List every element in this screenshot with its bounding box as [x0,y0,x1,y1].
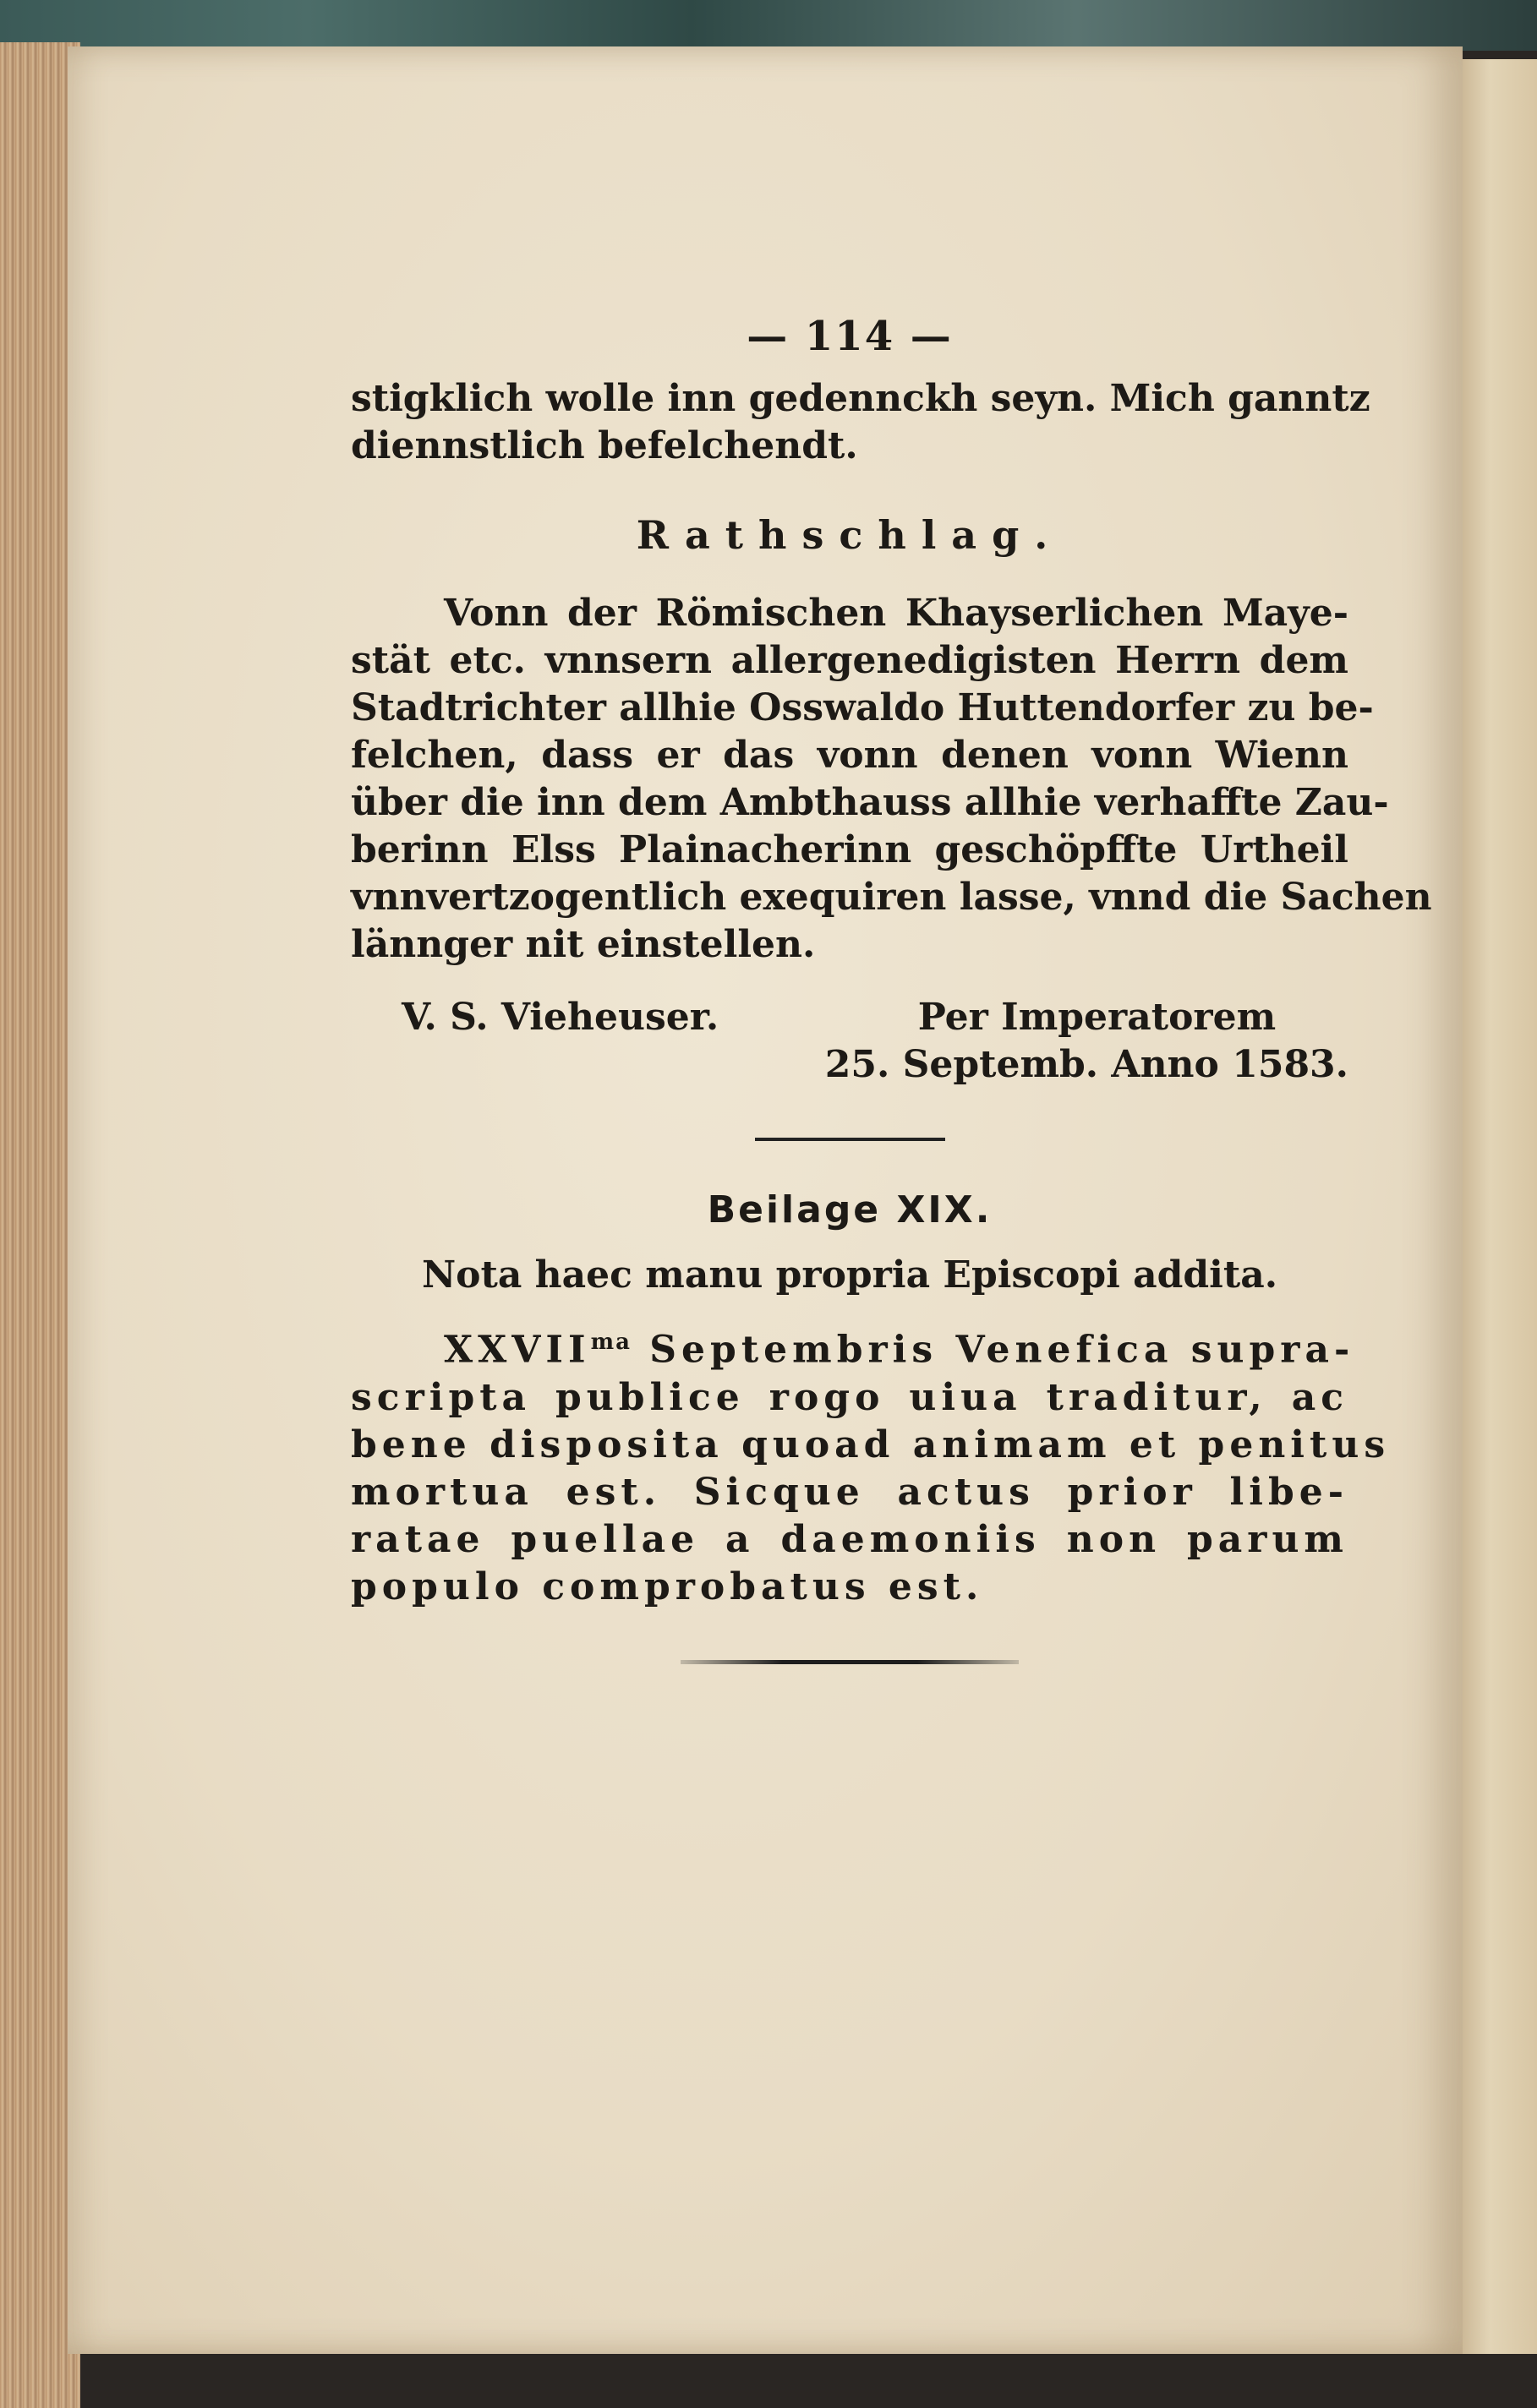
appendix-subtitle: Nota haec manu propria Episcopi addita. [421,1253,1278,1297]
opening-line-2: diennstlich befelchendt. [351,424,858,467]
latin-line-1-text: Septembris Venefica supra- [649,1328,1355,1372]
decree-line-1: Vonn der Römischen Khayserlichen Maye- [444,592,1348,635]
signature-right [825,994,1348,1089]
latin-line-5: ratae puellae a daemoniis non parum [351,1517,1348,1561]
opening-line-1: stigklich wolle inn gedennckh seyn. Mich ganntz [351,377,1370,420]
signature-right-line-2: 25. Septemb. Anno 1583. [824,1043,1348,1086]
page-number-header: — 114 — [747,313,953,360]
decree-line-4: felchen, dass er das vonn denen vonn Wienn [351,734,1348,777]
decree-line-6: berinn Elss Plainacherinn geschöpffte Urtheil [351,828,1348,871]
decree-line-7: vnnvertzogentlich exequiren lasse, vnnd die Sachen [351,876,1432,919]
appendix-title: Beilage XIX. [707,1188,993,1231]
closing-ornament-rule [681,1660,1019,1664]
signature-block [351,994,1348,1089]
latin-line-1 [351,1319,1355,1374]
section-heading: Rathschlag. [636,512,1064,558]
latin-line-3: bene disposita quoad animam et penitus [351,1422,1391,1466]
decree-line-5: über die inn dem Ambthauss allhie verhaffte Zau- [351,781,1389,824]
latin-line-6: populo comprobatus est. [351,1564,984,1608]
latin-line-4: mortua est. Sicque actus prior libe- [351,1470,1348,1514]
divider-rule [755,1138,945,1141]
decree-line-2: stät etc. vnnsern allergenedigisten Herrn dem [351,639,1348,682]
latin-paragraph [351,1319,1391,1611]
facing-page-edge [1458,59,1537,2354]
signature-left: V. S. Vieheuser. [402,996,719,1039]
book-binding-top [0,0,1537,51]
decree-line-3: Stadtrichter allhie Osswaldo Huttendorfer zu be- [351,686,1374,729]
decree-line-8: lännger nit einstellen. [351,923,816,966]
latin-superscript: ma [590,1330,632,1355]
decree-paragraph [351,590,1432,969]
signature-right-line-1: Per Imperatorem [917,996,1277,1039]
latin-line-2: scripta publice rogo uiua traditur, ac [351,1375,1348,1419]
latin-first-word: XXVII [444,1328,591,1372]
page-content [351,313,1432,1664]
opening-paragraph [351,375,1370,470]
